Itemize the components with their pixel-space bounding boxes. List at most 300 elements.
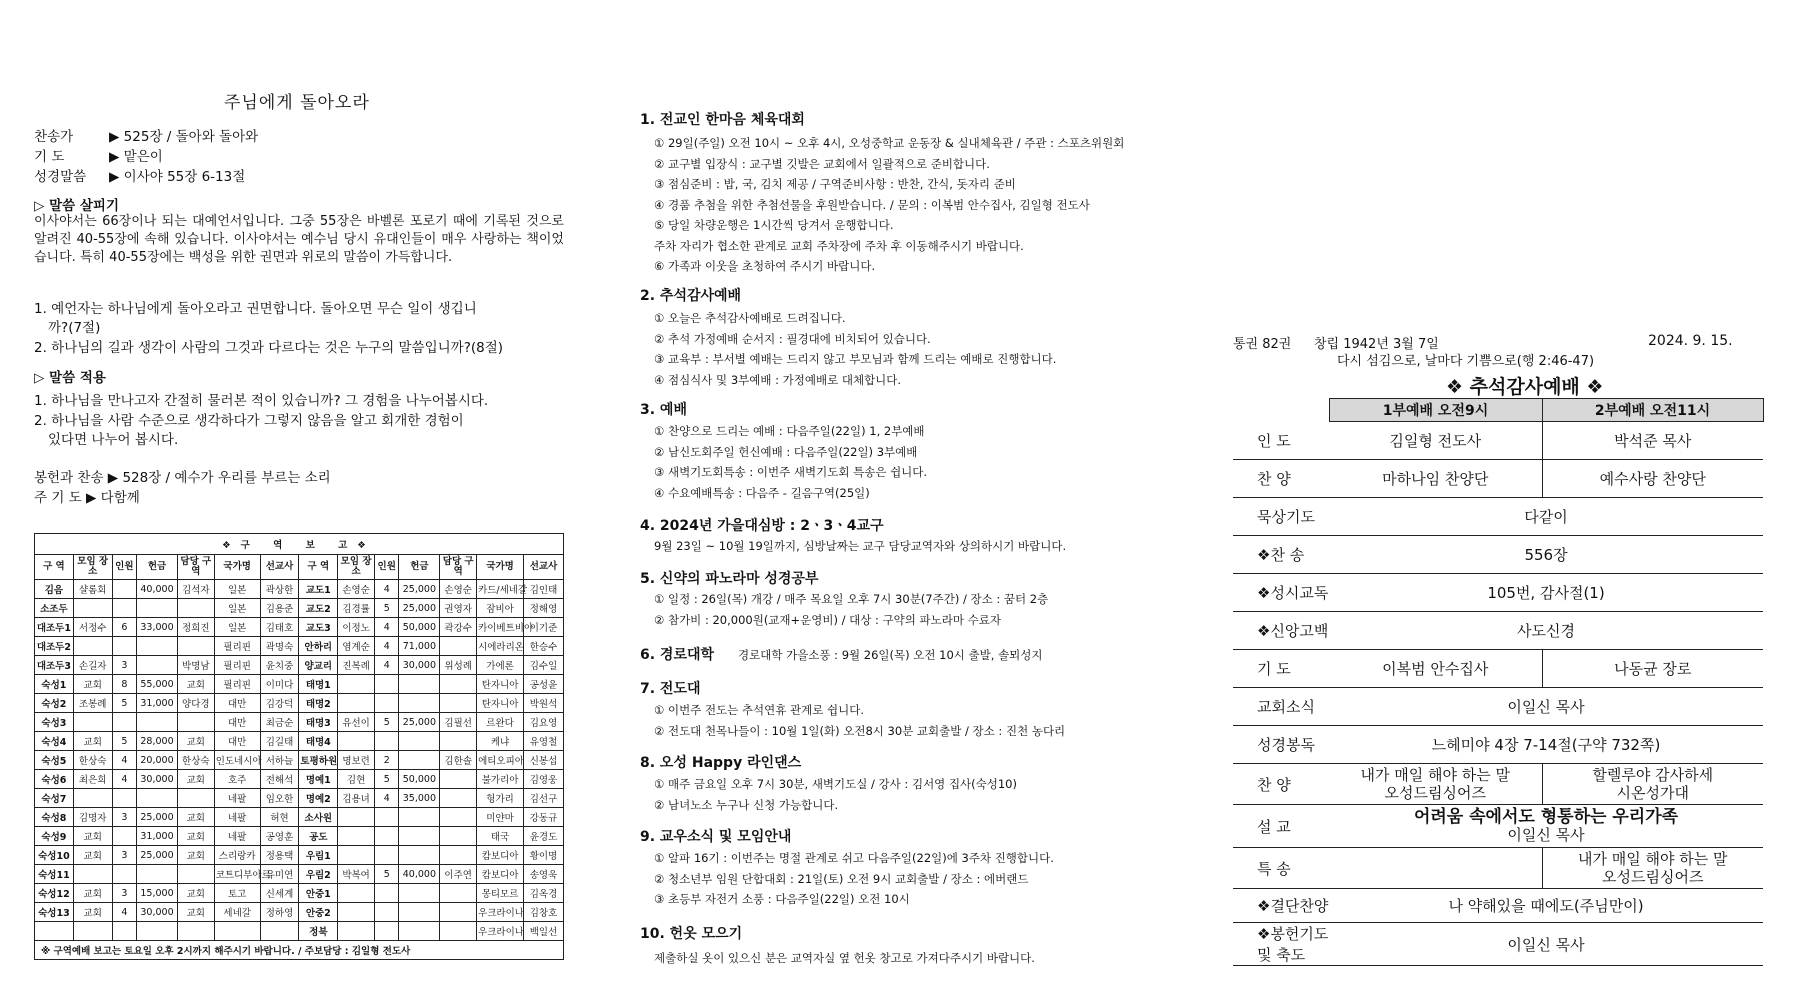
report-cell: 최금순 — [260, 713, 299, 732]
report-cell: 유영철 — [524, 732, 564, 751]
report-cell: 유미연 — [260, 865, 299, 884]
order-value: 김일형 전도사 — [1389, 432, 1482, 450]
report-cell: 28,000 — [137, 732, 178, 751]
report-cell: 정북 — [299, 922, 338, 941]
order-value: 이일신 목사 — [1507, 935, 1585, 954]
service-title: ❖ 추석감사예배 ❖ — [1446, 376, 1604, 398]
report-cell — [137, 865, 178, 884]
report-cell: 일본 — [214, 618, 260, 637]
report-cell: 황이명 — [524, 846, 564, 865]
report-cell: 40,000 — [137, 580, 178, 599]
report-cell: 5 — [374, 713, 399, 732]
report-cell: 우림2 — [299, 865, 338, 884]
report-cell: 우림1 — [299, 846, 338, 865]
order-value: 어려움 속에서도 형통하는 우리가족 — [1413, 807, 1679, 827]
report-cell — [374, 675, 399, 694]
order-value: 느헤미야 4장 7-14절(구약 732쪽) — [1431, 736, 1661, 754]
order-value: 다같이 — [1524, 508, 1568, 526]
report-cell: 3 — [112, 884, 137, 903]
report-cell — [399, 846, 440, 865]
report-cell — [112, 713, 137, 732]
order-value-sub: 오성드림싱어즈 — [1384, 784, 1486, 802]
order-cell-first — [1329, 764, 1542, 805]
report-cell: 김필선 — [440, 713, 477, 732]
report-cell: 교회 — [73, 846, 112, 865]
report-cell — [440, 694, 477, 713]
order-row — [1233, 848, 1763, 889]
report-cell — [177, 865, 214, 884]
report-cell — [73, 637, 112, 656]
report-cell: 교회 — [73, 884, 112, 903]
report-cell — [112, 599, 137, 618]
report-cell: 임오한 — [260, 789, 299, 808]
order-value: 예수사랑 찬양단 — [1599, 470, 1706, 488]
service-times-row — [1233, 399, 1763, 422]
report-cell: 김석자 — [177, 580, 214, 599]
report-cell: 탄자니아 — [477, 675, 524, 694]
report-row — [35, 713, 564, 732]
announcement-item: ① 오늘은 추석감사예배로 드려집니다. — [654, 311, 846, 325]
order-cell-first — [1329, 650, 1542, 688]
sermon-guide — [34, 0, 564, 992]
report-cell — [73, 599, 112, 618]
report-cell: 숙성1 — [35, 675, 74, 694]
report-cell: 양다경 — [177, 694, 214, 713]
report-cell: 교회 — [73, 903, 112, 922]
announcement-item: ② 청소년부 임원 단합대회 : 21일(토) 오전 9시 교회출발 / 장소 : 에버랜드 — [654, 871, 1029, 886]
report-cell: 불가리아 — [477, 770, 524, 789]
order-row — [1233, 764, 1763, 805]
report-cell: 손영순 — [338, 580, 375, 599]
order-cell — [1329, 536, 1763, 574]
report-cell: 곽명숙 — [260, 637, 299, 656]
order-value-sub: 오성드림싱어즈 — [1602, 868, 1704, 886]
announcement-item: ④ 점심식사 및 3부예배 : 가정예배로 대체합니다. — [654, 372, 902, 387]
announcement-item: ② 추석 가정예배 순서지 : 필경대에 비치되어 있습니다. — [654, 331, 931, 346]
announcement-text: 경로대학 가을소풍 : 9월 26일(목) 오전 10시 출발, 솔뫼성지 — [738, 648, 1043, 662]
report-cell: 박명남 — [177, 656, 214, 675]
report-cell: 숙성12 — [35, 884, 74, 903]
report-cell: 위성례 — [440, 656, 477, 675]
order-value: 나동균 장로 — [1614, 660, 1692, 678]
report-footer: ※ 구역예배 보고는 토요일 오후 2시까지 해주시기 바랍니다. / 주보담당 : 김일형 전도사 — [35, 941, 564, 960]
report-cell: 윤경도 — [524, 827, 564, 846]
report-row — [35, 865, 564, 884]
report-row — [35, 789, 564, 808]
report-cell: 토고 — [214, 884, 260, 903]
report-cell: 잠비아 — [477, 599, 524, 618]
report-cell: 카드/세네갈 — [477, 580, 524, 599]
order-value: 내가 매일 해야 하는 말 — [1578, 850, 1728, 868]
report-cell — [399, 675, 440, 694]
report-cell: 5 — [374, 865, 399, 884]
announcement-heading: 9. 교우소식 및 모임안내 — [640, 829, 792, 845]
report-cell: 4 — [112, 903, 137, 922]
report-cell: 2 — [374, 751, 399, 770]
report-cell: 정해영 — [524, 599, 564, 618]
report-cell: 우크라이나 — [477, 903, 524, 922]
report-cell — [399, 808, 440, 827]
hymn-line — [34, 125, 258, 145]
report-cell — [137, 713, 178, 732]
report-row — [35, 599, 564, 618]
report-cell: 숙성13 — [35, 903, 74, 922]
report-cell: 전해석 — [260, 770, 299, 789]
report-cell: 안중1 — [299, 884, 338, 903]
order-row — [1233, 688, 1763, 726]
report-cell: 케냐 — [477, 732, 524, 751]
report-cell: 조봉례 — [73, 694, 112, 713]
announcement-text: 9월 23일 ~ 10월 19일까지, 심방날짜는 교구 담당교역자와 상의하시기 바랍니다. — [654, 539, 1067, 553]
report-cell — [399, 903, 440, 922]
report-cell: 소사원 — [299, 808, 338, 827]
report-cell: 숙성2 — [35, 694, 74, 713]
report-cell: 김태호 — [260, 618, 299, 637]
report-col-header: 인원 — [112, 555, 137, 580]
report-cell: 숙성8 — [35, 808, 74, 827]
report-cell: 김강덕 — [260, 694, 299, 713]
announcement-item: ④ 수요예배특송 : 다음주 - 길음구역(25일) — [654, 485, 870, 500]
report-cell: 우크라이나 — [477, 922, 524, 941]
report-cell: 필리핀 — [214, 675, 260, 694]
report-cell: 신세계 — [260, 884, 299, 903]
report-cell: 필리핀 — [214, 637, 260, 656]
report-cell: 교회 — [177, 903, 214, 922]
report-cell: 공영훈 — [260, 827, 299, 846]
report-cell: 숙성4 — [35, 732, 74, 751]
report-cell: 염계순 — [338, 637, 375, 656]
report-cell: 시에라리온 — [477, 637, 524, 656]
report-cell: 김음 — [35, 580, 74, 599]
report-cell: 양교리 — [299, 656, 338, 675]
apply-1: 1. 하나님을 만나고자 간절히 물러본 적이 있습니까? 그 경험을 나누어봅시다. — [34, 393, 489, 409]
report-cell: 교회 — [177, 808, 214, 827]
report-cell: 정하영 — [260, 903, 299, 922]
order-value: 사도신경 — [1517, 622, 1575, 640]
report-cell — [338, 694, 375, 713]
report-cell: 최은희 — [73, 770, 112, 789]
lords-prayer-line: 주 기 도 ▶ 다함께 — [34, 490, 140, 506]
announcement-item: ② 남신도회주일 헌신예배 : 다음주일(22일) 3부예배 — [654, 444, 918, 459]
report-cell: 교회 — [177, 732, 214, 751]
report-cell: 한승수 — [524, 637, 564, 656]
report-cell: 교회 — [73, 827, 112, 846]
service-1-time: 1부예배 오전9시 — [1329, 399, 1542, 422]
report-row — [35, 827, 564, 846]
order-row — [1233, 498, 1763, 536]
report-cell — [137, 656, 178, 675]
report-cell: 숙성10 — [35, 846, 74, 865]
report-cell — [137, 789, 178, 808]
report-cell: 필리핀 — [214, 656, 260, 675]
order-value-sub: 시온성가대 — [1616, 784, 1689, 802]
report-cell: 김선구 — [524, 789, 564, 808]
report-cell: 박복여 — [338, 865, 375, 884]
report-cell — [112, 865, 137, 884]
report-row — [35, 580, 564, 599]
announcement-heading: 8. 오성 Happy 라인댄스 — [640, 755, 802, 771]
report-cell: 5 — [374, 599, 399, 618]
report-cell — [338, 903, 375, 922]
order-row — [1233, 460, 1763, 498]
order-row — [1233, 422, 1763, 460]
hymn-label: 찬송가 — [34, 129, 74, 145]
report-row — [35, 922, 564, 941]
report-cell: 김길태 — [260, 732, 299, 751]
report-cell — [399, 922, 440, 941]
order-value: 마하나임 찬양단 — [1382, 470, 1489, 488]
report-cell: 명보련 — [338, 751, 375, 770]
order-value: 이복범 안수집사 — [1382, 660, 1489, 678]
report-cell: 유선이 — [338, 713, 375, 732]
report-cell: 3 — [112, 656, 137, 675]
volume-number: 통권 82권 — [1233, 337, 1292, 352]
announcement-heading: 4. 2024년 가을대심방 : 2ㆍ3ㆍ4교구 — [640, 518, 884, 534]
report-cell — [112, 637, 137, 656]
order-cell-first — [1329, 460, 1542, 498]
report-cell: 50,000 — [399, 618, 440, 637]
report-cell: 대만 — [214, 713, 260, 732]
report-cell: 태명2 — [299, 694, 338, 713]
report-cell: 곽상한 — [260, 580, 299, 599]
report-cell: 71,000 — [399, 637, 440, 656]
report-cell — [440, 846, 477, 865]
report-cell: 25,000 — [137, 846, 178, 865]
order-row — [1233, 574, 1763, 612]
order-cell-first — [1329, 422, 1542, 460]
report-cell — [137, 599, 178, 618]
report-cell — [440, 675, 477, 694]
report-cell: 대조두1 — [35, 618, 74, 637]
prayer-line — [34, 145, 163, 165]
report-cell: 몽티모르 — [477, 884, 524, 903]
report-cell — [338, 675, 375, 694]
report-cell: 8 — [112, 675, 137, 694]
order-row — [1233, 650, 1763, 688]
report-cell: 일본 — [214, 599, 260, 618]
report-cell — [374, 846, 399, 865]
report-cell: 4 — [112, 770, 137, 789]
order-value: 박석준 목사 — [1614, 432, 1692, 450]
report-cell — [338, 922, 375, 941]
report-cell: 교도1 — [299, 580, 338, 599]
report-cell: 토평하원 — [299, 751, 338, 770]
order-label: 인 도 — [1233, 422, 1329, 460]
report-col-header: 구 역 — [35, 555, 74, 580]
announcement-item: ③ 교육부 : 부서별 예배는 드리지 않고 부모님과 함께 드리는 예배로 진행합니다. — [654, 352, 1057, 366]
section-observe: ▷ 말씀 살피기 — [34, 198, 119, 214]
offering-line: 봉헌과 찬송 ▶ 528장 / 예수가 우리를 부르는 소리 — [34, 470, 331, 486]
report-cell: 네팔 — [214, 827, 260, 846]
report-cell — [440, 884, 477, 903]
report-cell: 캄보디아 — [477, 846, 524, 865]
report-cell — [112, 922, 137, 941]
announcement-item: ③ 새벽기도회특송 : 이번주 새벽기도회 특송은 쉽니다. — [654, 465, 928, 479]
report-cell: 이기준 — [524, 618, 564, 637]
report-col-header: 담당 구역 — [440, 555, 477, 580]
report-row — [35, 903, 564, 922]
report-row — [35, 637, 564, 656]
order-value-sub: 이일신 목사 — [1507, 826, 1585, 844]
report-cell: 이정노 — [338, 618, 375, 637]
report-cell — [440, 922, 477, 941]
announcement-item: ① 일정 : 26일(목) 개강 / 매주 목요일 오후 7시 30분(7주간) / 장소 : 꿈터 2층 — [654, 592, 1049, 606]
report-cell: 30,000 — [137, 903, 178, 922]
report-cell: 신봉섭 — [524, 751, 564, 770]
report-col-header: 헌금 — [399, 555, 440, 580]
report-cell: 한상숙 — [73, 751, 112, 770]
report-col-header: 인원 — [374, 555, 399, 580]
report-cell — [374, 732, 399, 751]
announcement-heading: 2. 추석감사예배 — [640, 288, 742, 304]
report-cell: 교도2 — [299, 599, 338, 618]
report-row — [35, 770, 564, 789]
report-cell — [177, 637, 214, 656]
report-cell — [338, 808, 375, 827]
report-cell: 명예2 — [299, 789, 338, 808]
announcement-heading: 7. 전도대 — [640, 681, 701, 697]
report-cell — [35, 922, 74, 941]
report-cell: 교회 — [177, 846, 214, 865]
scripture-label: 성경말씀 — [34, 169, 87, 185]
order-cell — [1329, 923, 1763, 966]
report-cell: 헝가리 — [477, 789, 524, 808]
report-cell: 김창호 — [524, 903, 564, 922]
report-cell — [399, 884, 440, 903]
report-cell: 4 — [374, 789, 399, 808]
announcement-text: 제출하실 옷이 있으신 분은 교역자실 옆 헌옷 창고로 가져다주시기 바랍니다. — [654, 951, 1035, 965]
report-cell: 25,000 — [399, 580, 440, 599]
report-cell: 25,000 — [137, 808, 178, 827]
report-cell — [440, 770, 477, 789]
report-cell — [73, 789, 112, 808]
report-cell: 33,000 — [137, 618, 178, 637]
order-value: 이일신 목사 — [1507, 698, 1585, 716]
report-cell: 안중2 — [299, 903, 338, 922]
report-cell: 태명4 — [299, 732, 338, 751]
order-label: 찬 양 — [1233, 460, 1329, 498]
report-cell: 권영자 — [440, 599, 477, 618]
report-cell: 6 — [112, 618, 137, 637]
report-row — [35, 656, 564, 675]
report-cell: 4 — [374, 618, 399, 637]
report-cell: 25,000 — [399, 713, 440, 732]
report-footer-row — [35, 941, 564, 960]
report-cell: 캄보디아 — [477, 865, 524, 884]
report-cell: 50,000 — [399, 770, 440, 789]
report-cell: 공성윤 — [524, 675, 564, 694]
district-report-table — [34, 533, 564, 960]
report-cell: 소조두 — [35, 599, 74, 618]
report-title: ❖구 역 보 고❖ — [35, 534, 564, 555]
report-row — [35, 694, 564, 713]
report-cell: 한상숙 — [177, 751, 214, 770]
report-col-header: 헌금 — [137, 555, 178, 580]
order-label: ❖신앙고백 — [1233, 612, 1329, 650]
order-label: 성경봉독 — [1233, 726, 1329, 764]
report-cell — [137, 922, 178, 941]
order-cell — [1329, 498, 1763, 536]
report-row — [35, 808, 564, 827]
report-cell: 김용녀 — [338, 789, 375, 808]
report-cell — [399, 751, 440, 770]
order-cell — [1329, 726, 1763, 764]
service-2-time: 2부예배 오전11시 — [1542, 399, 1763, 422]
report-cell — [374, 922, 399, 941]
announcement-item: ⑥ 가족과 이웃을 초청하여 주시기 바랍니다. — [654, 259, 876, 273]
question-1-cont: 까?(7절) — [48, 320, 101, 336]
report-cell — [112, 827, 137, 846]
order-label: ❖봉헌기도 및 축도 — [1233, 923, 1329, 966]
report-cell: 네팔 — [214, 808, 260, 827]
order-row — [1233, 726, 1763, 764]
report-cell: 4 — [374, 580, 399, 599]
order-cell-first — [1329, 848, 1542, 889]
report-cell: 인도네시아 — [214, 751, 260, 770]
report-cell: 박원석 — [524, 694, 564, 713]
report-cell: 손길자 — [73, 656, 112, 675]
report-cell: 진복례 — [338, 656, 375, 675]
report-col-header: 모임 장소 — [73, 555, 112, 580]
announcement-item: ② 참가비 : 20,000원(교재+운영비) / 대상 : 구약의 파노라마 수료자 — [654, 612, 1001, 627]
order-label: ❖찬 송 — [1233, 536, 1329, 574]
report-cell: 김한솔 — [440, 751, 477, 770]
report-cell: 이미다 — [260, 675, 299, 694]
report-cell: 3 — [112, 808, 137, 827]
order-value: 할렐루야 감사하세 — [1592, 766, 1714, 784]
report-cell: 40,000 — [399, 865, 440, 884]
report-cell — [374, 694, 399, 713]
report-cell: 코트디부아르 — [214, 865, 260, 884]
report-cell — [374, 884, 399, 903]
order-row — [1233, 805, 1763, 848]
report-cell: 교회 — [177, 884, 214, 903]
report-cell: 31,000 — [137, 827, 178, 846]
report-row — [35, 732, 564, 751]
report-cell — [338, 884, 375, 903]
report-cell — [374, 903, 399, 922]
order-label: 기 도 — [1233, 650, 1329, 688]
report-cell: 김현 — [338, 770, 375, 789]
report-cell: 곽강수 — [440, 618, 477, 637]
announcement-item: ① 29일(주일) 오전 10시 ~ 오후 4시, 오성중학교 운동장 & 실내체육관 / 주관 : 스포츠위원회 — [654, 136, 1125, 150]
worship-order-table — [1233, 398, 1764, 966]
order-cell-second — [1542, 848, 1763, 889]
order-value: 내가 매일 해야 하는 말 — [1360, 766, 1510, 784]
order-cell-second — [1542, 422, 1763, 460]
announcement-item: ③ 점심준비 : 밥, 국, 김치 제공 / 구역준비사항 : 반찬, 간식, 돗자리 준비 — [654, 177, 1016, 191]
report-cell: 정용택 — [260, 846, 299, 865]
report-cell: 교회 — [73, 675, 112, 694]
order-label: ❖결단찬양 — [1233, 889, 1329, 923]
report-cell: 숙성3 — [35, 713, 74, 732]
report-cell: 숙성7 — [35, 789, 74, 808]
report-cell — [440, 903, 477, 922]
report-cell: 4 — [112, 751, 137, 770]
report-row — [35, 846, 564, 865]
report-cell — [112, 789, 137, 808]
report-cell: 교회 — [73, 732, 112, 751]
report-cell — [177, 599, 214, 618]
report-cell: 네팔 — [214, 789, 260, 808]
founded-date: 창립 1942년 3월 7일 — [1314, 337, 1439, 352]
report-cell: 대만 — [214, 732, 260, 751]
report-cell: 숙성11 — [35, 865, 74, 884]
report-cell: 4 — [374, 637, 399, 656]
report-cell: 교회 — [177, 675, 214, 694]
order-row — [1233, 889, 1763, 923]
report-cell: 세네갈 — [214, 903, 260, 922]
